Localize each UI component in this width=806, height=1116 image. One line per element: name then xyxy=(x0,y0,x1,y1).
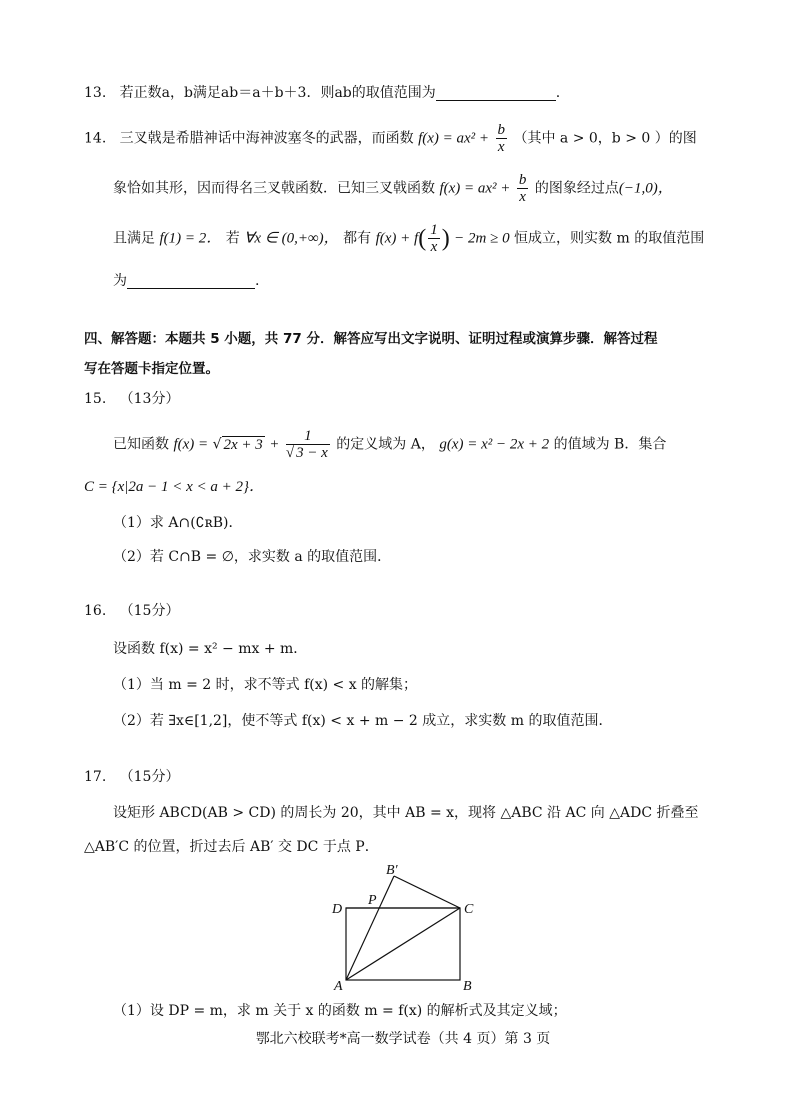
q16-part-2: （2）若 ∃x∈[1,2]，使不等式 f(x) < x + m − 2 成立，求实数 m 的取值范围． xyxy=(113,713,613,729)
fraction-b-over-x-2: $\frac{b}{x}$ xyxy=(518,172,527,205)
q14-number: 14. xyxy=(84,130,107,147)
q14-text-3d: 恒成立，则实数 m 的取值范围 xyxy=(514,230,705,247)
segment-b-prime-c xyxy=(394,876,460,908)
q13-line xyxy=(84,82,560,104)
q14-forall: ∀x ∈ (0,+∞)， xyxy=(244,230,339,247)
q14-end: . xyxy=(255,273,260,289)
q17-line-2: △AB′C 的位置，折过去后 AB′ 交 DC 于点 P． xyxy=(84,839,379,855)
q13-number: 13. xyxy=(84,85,107,101)
q14-text-2b: 的图象经过点 xyxy=(534,180,619,197)
q14-function-2: f(x) = ax² + xyxy=(439,180,511,197)
q15-function: f(x) = xyxy=(173,436,209,453)
q14-point: (−1,0)， xyxy=(618,180,673,197)
q14-text-2a: 象恰如其形，因而得名三叉戟函数．已知三叉戟函数 xyxy=(113,180,435,197)
q14-line-4 xyxy=(113,270,259,292)
label-c: C xyxy=(464,902,474,917)
section-4-heading: 四、解答题：本题共 5 小题，共 77 分．解答应写出文字说明、证明过程或演算步骤．解答过程 xyxy=(84,331,658,347)
q14-text-4: 为 xyxy=(113,273,127,289)
q14-condition-f1: f(1) = 2． xyxy=(159,230,222,247)
q14-function-1: f(x) = ax² + xyxy=(418,130,490,147)
q16-number: 16. xyxy=(84,603,107,619)
q15-g-function: g(x) = x² − 2x + 2 xyxy=(439,436,550,453)
page-footer: 鄂北六校联考*高一数学试卷（共 4 页）第 3 页 xyxy=(255,1031,551,1047)
q15-text-1c: 的值域为 B．集合 xyxy=(553,436,667,453)
q14-text-3c: 都有 xyxy=(343,230,372,247)
q13-answer-blank xyxy=(436,84,556,101)
q14-expression-a: f(x) + f xyxy=(375,230,419,247)
q14-text-1b: （其中 a > 0，b > 0 ）的图 xyxy=(513,130,697,147)
q15-score: （13分） xyxy=(119,391,180,407)
q17-number: 17. xyxy=(84,769,107,785)
section-4-heading-2: 写在答题卡指定位置。 xyxy=(84,361,219,377)
label-b-prime: B′ xyxy=(386,863,398,878)
q17-score: （15分） xyxy=(119,769,180,785)
q14-text-3b: 若 xyxy=(225,230,240,247)
label-b: B xyxy=(463,979,472,994)
q15-sqrt-1: 2x + 3 xyxy=(223,436,263,453)
q15-sqrt-2: 3 − x xyxy=(296,445,328,461)
q15-plus: + xyxy=(269,436,280,453)
fraction-1-over-x: $\frac{1}{x}$ xyxy=(430,222,438,255)
q15-text-1b: 的定义域为 A， xyxy=(336,436,435,453)
q13-text: 若正数a，b满足ab＝a＋b＋3．则ab的取值范围为 xyxy=(119,85,436,101)
fraction-b-over-x: $\frac{b}{x}$ xyxy=(497,122,505,155)
q16-part-1: （1）当 m = 2 时，求不等式 f(x) < x 的解集； xyxy=(113,677,418,693)
q14-text-1a: 三叉戟是希腊神话中海神波塞冬的武器，而函数 xyxy=(119,130,414,147)
q14-text-3a: 且满足 xyxy=(113,230,155,247)
q15-text-1a: 已知函数 xyxy=(113,436,169,453)
q14-expression-b: − 2m ≥ 0 xyxy=(454,230,510,247)
q14-line-1 xyxy=(84,122,697,155)
q16-score: （15分） xyxy=(119,603,180,619)
q15-header xyxy=(84,388,179,410)
q17-header xyxy=(84,766,179,788)
q15-line-2: C = {x|2a − 1 < x < a + 2}． xyxy=(84,479,265,495)
q13-end: . xyxy=(555,85,561,101)
q17-line-1: 设矩形 ABCD(AB > CD) 的周长为 20，其中 AB = x，现将 △ABC 沿 AC 向 △ADC 折叠至 xyxy=(113,805,699,821)
q15-line-1: 已知函数 f(x) = √ 2x + 3 + $\frac{1}{√ 3 - x}$ 的定义域为 A， g(x) = x² − 2x + 2 的值域为 B．集合 xyxy=(113,428,667,461)
q17-part-1: （1）设 DP = m，求 m 关于 x 的函数 m = f(x) 的解析式及其定义域； xyxy=(113,1003,567,1019)
label-a: A xyxy=(334,979,343,994)
q16-line-1: 设函数 f(x) = x² − mx + m． xyxy=(113,641,308,657)
q15-part-1: （1）求 A∩(∁ʀB)． xyxy=(113,515,243,531)
label-d: D xyxy=(332,902,343,917)
q14-answer-blank xyxy=(127,272,255,289)
q15-fraction: $\frac{1}{√ 3 - x}$ xyxy=(285,428,328,461)
q14-line-3: 且满足 f(1) = 2． 若 ∀x ∈ (0,+∞)， 都有 f(x) + f( $\frac{1}{x}$ ) − 2m ≥ 0 恒成立，则实数 m 的取值范围 xyxy=(113,222,705,255)
q15-number: 15. xyxy=(84,391,107,407)
label-p: P xyxy=(368,893,377,908)
q15-part-2: （2）若 C∩B = ∅，求实数 a 的取值范围． xyxy=(113,549,392,565)
q16-header xyxy=(84,600,179,622)
folded-rectangle-figure xyxy=(326,860,486,994)
q14-line-2 xyxy=(113,172,673,205)
